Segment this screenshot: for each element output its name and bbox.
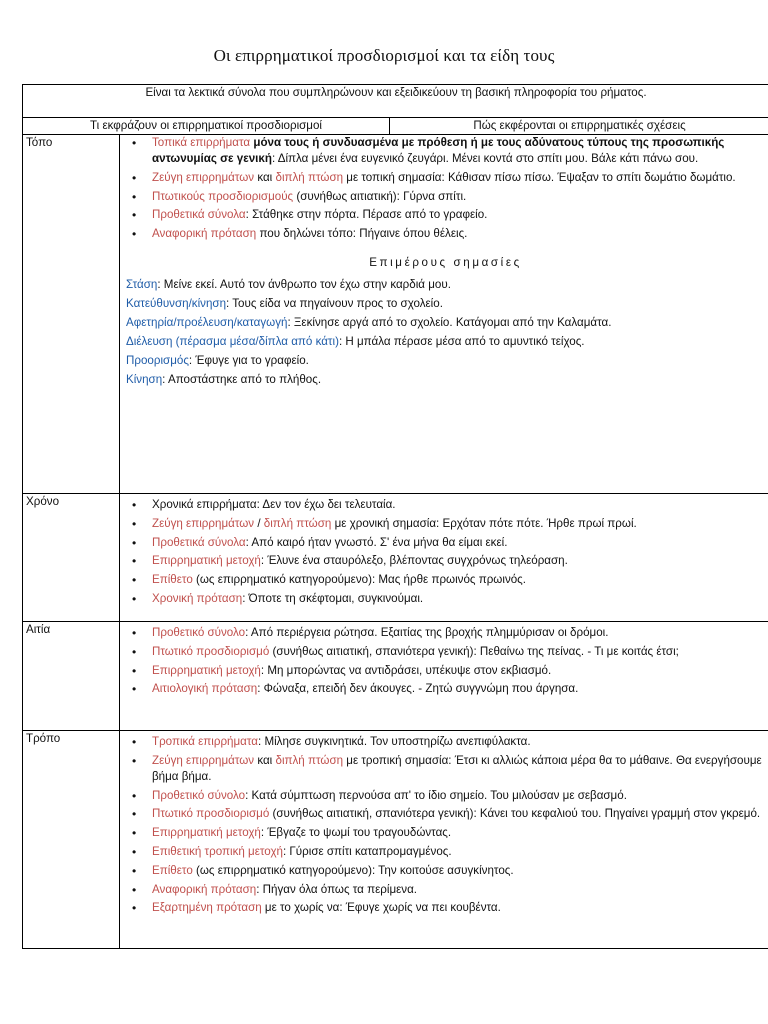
list-item	[152, 516, 765, 532]
list-item	[152, 806, 765, 822]
item-text: Χρονικά επιρρήματα: Δεν τον έχω δει τελευταία.	[152, 498, 396, 511]
list-item	[152, 734, 765, 750]
term-label: Αφετηρία/προέλευση/καταγωγή	[126, 316, 288, 330]
item-text: και	[254, 753, 276, 767]
row-aitia	[23, 622, 768, 731]
item-text: : Έβγαζε το ψωμί του τραγουδώντας.	[260, 826, 452, 840]
list-item	[152, 135, 765, 167]
item-text: : Φώναξα, επειδή δεν άκουγες. - Ζητώ συγγνώμη που άργησα.	[257, 682, 579, 696]
sub-heading: Επιμέρους σημασίες	[369, 256, 522, 270]
category-label: Αιτία	[23, 622, 120, 731]
list-item	[152, 497, 765, 513]
adverbial-table	[22, 84, 768, 949]
term-label: Ζεύγη επιρρημάτων	[152, 516, 255, 530]
term-label: Επιρρηματική μετοχή	[152, 826, 261, 840]
item-text: /	[254, 516, 264, 530]
category-label: Χρόνο	[23, 494, 120, 622]
term-label: διπλή πτώση	[263, 516, 332, 530]
row-content	[120, 731, 768, 949]
item-text: (συνήθως αιτιατική, σπανιότερα γενική): Κάνει του κεφαλιού του. Πηγαίνει γραμμή στον γκρεμό.	[269, 807, 761, 821]
term-label: Κατεύθυνση/κίνηση	[126, 297, 227, 311]
list-item	[152, 788, 765, 804]
item-text: : Μείνε εκεί. Αυτό τον άνθρωπο τον έχω στην καρδιά μου.	[157, 278, 451, 292]
sub-meanings	[126, 277, 765, 388]
term-label: Ζεύγη επιρρημάτων	[152, 753, 255, 767]
row-content	[120, 135, 768, 494]
category-label: Τόπο	[23, 135, 120, 494]
sub-meaning-item	[126, 277, 765, 293]
term-label: Επιρρηματική μετοχή	[152, 663, 261, 677]
term-label: Επίθετο	[152, 863, 193, 877]
item-text: : Έλυνε ένα σταυρόλεξο, βλέποντας συγχρόνως τηλεόραση.	[260, 554, 568, 568]
term-label: Προθετικά σύνολα	[152, 535, 246, 549]
list-item	[152, 535, 765, 551]
sub-meaning-item	[126, 372, 765, 388]
item-text: με χρονική σημασία: Ερχόταν πότε πότε. Ήρθε πρωί πρωί.	[331, 516, 637, 530]
list-item	[152, 900, 765, 916]
list-item	[152, 681, 765, 697]
intro-row	[23, 85, 768, 118]
item-text: μόνα τους ή συνδυασμένα με πρόθεση ή με τους αδύνατους τύπους της προσωπικής αντωνυμίας σε γενική	[152, 136, 725, 165]
term-label: Τροπικά επιρρήματα	[152, 735, 258, 748]
item-text: : Έφυγε για το γραφείο.	[188, 354, 309, 368]
sub-meaning-item	[126, 296, 765, 312]
item-text: (ως επιρρηματικό κατηγορούμενο): Την κοιτούσε ασυγκίνητος.	[192, 863, 514, 877]
list-item	[152, 644, 765, 660]
list-item	[152, 572, 765, 588]
item-text: : Η μπάλα πέρασε μέσα από το αμυντικό τείχος.	[338, 335, 585, 349]
item-text: : Από περιέργεια ρώτησα. Εξαιτίας της βροχής πλημμύρισαν οι δρόμοι.	[245, 626, 609, 639]
term-label: Αιτιολογική πρόταση	[152, 682, 258, 696]
item-text: : Δίπλα μένει ένα ευγενικό ζευγάρι. Μένει κοντά στο σπίτι μου. Βάλε κάτι πάνω σου.	[271, 152, 699, 165]
list-item	[152, 226, 765, 242]
term-label: Στάση	[126, 278, 158, 292]
term-label: διπλή πτώση	[275, 753, 344, 767]
row-tropos	[23, 731, 768, 949]
item-text: και	[254, 170, 276, 184]
item-text: (ως επιρρηματικό κατηγορούμενο): Μας ήρθε πρωινός πρωινός.	[192, 573, 526, 587]
term-label: Αναφορική πρόταση	[152, 227, 257, 241]
item-text: : Στάθηκε στην πόρτα. Πέρασε από το γραφείο.	[245, 208, 488, 222]
sub-meaning-item	[126, 315, 765, 331]
term-label: Επιρρηματική μετοχή	[152, 554, 261, 568]
term-label: Τοπικά επιρρήματα	[152, 136, 251, 149]
term-label: διπλή πτώση	[275, 170, 344, 184]
row-topos	[23, 135, 768, 494]
list-item	[152, 591, 765, 607]
list-item	[152, 753, 765, 785]
sub-meaning-item	[126, 334, 765, 350]
item-text: : Γύρισε σπίτι καταπρομαγμένος.	[282, 844, 452, 858]
term-label: Διέλευση (πέρασμα μέσα/δίπλα από κάτι)	[126, 335, 339, 349]
term-label: Προθετικά σύνολα	[152, 208, 246, 222]
document-title: Οι επιρρηματικοί προσδιορισμοί και τα είδη τους	[213, 46, 555, 65]
item-text: : Μίλησε συγκινητικά. Τον υποστηρίζω ανεπιφύλακτα.	[258, 735, 531, 748]
list-item	[152, 882, 765, 898]
list-item	[152, 663, 765, 679]
term-label: Επιθετική τροπική μετοχή	[152, 844, 283, 858]
bullet-list	[126, 734, 765, 916]
item-text: : Από καιρό ήταν γνωστό. Σ' ένα μήνα θα είμαι εκεί.	[245, 535, 508, 549]
list-item	[152, 844, 765, 860]
term-label: Πτωτικό προσδιορισμό	[152, 644, 270, 658]
list-item	[152, 207, 765, 223]
row-content	[120, 494, 768, 622]
bullet-list	[126, 497, 765, 607]
item-text: : Αποστάστηκε από το πλήθος.	[162, 373, 322, 387]
list-item	[152, 189, 765, 205]
item-text: : Μη μπορώντας να αντιδράσει, υπέκυψε στον εκβιασμό.	[260, 663, 552, 677]
term-label: Πτωτικό προσδιορισμό	[152, 807, 270, 821]
header-right: Πώς εκφέρονται οι επιρρηματικές σχέσεις	[390, 118, 768, 135]
list-item	[152, 825, 765, 841]
row-content	[120, 622, 768, 731]
bullet-list	[126, 625, 765, 697]
item-text: με τροπική σημασία: Έτσι κι αλλιώς κάποια μέρα θα το μάθαινε. Θα ενεργήσουμε βήμα βήμα.	[152, 753, 762, 783]
term-label: Ζεύγη επιρρημάτων	[152, 170, 255, 184]
term-label: Προθετικό σύνολο	[152, 788, 246, 802]
header-left: Τι εκφράζουν οι επιρρηματικοί προσδιορισμοί	[23, 118, 390, 135]
item-text: : Πήγαν όλα όπως τα περίμενα.	[256, 882, 418, 896]
item-text: (συνήθως αιτιατική, σπανιότερα γενική): Πεθαίνω της πείνας. - Τι με κοιτάς έτσι;	[269, 644, 679, 658]
item-text: : Όποτε τη σκέφτομαι, συγκινούμαι.	[242, 591, 424, 605]
item-text: (συνήθως αιτιατική): Γύρνα σπίτι.	[293, 189, 467, 203]
intro-text: Είναι τα λεκτικά σύνολα που συμπληρώνουν και εξειδικεύουν τη βασική πληροφορία του ρήματος.	[23, 85, 768, 118]
item-text: : Κατά σύμπτωση περνούσα απ' το ίδιο σημείο. Του μιλούσαν με σεβασμό.	[245, 788, 627, 802]
list-item	[152, 625, 765, 641]
term-label: Πτωτικούς προσδιορισμούς	[152, 189, 294, 203]
term-label: Εξαρτημένη πρόταση	[152, 901, 262, 915]
term-label: Χρονική πρόταση	[152, 591, 243, 605]
header-row	[23, 118, 768, 135]
sub-meaning-item	[126, 353, 765, 369]
item-text: : Ξεκίνησε αργά από το σχολείο. Κατάγομαι από την Καλαμάτα.	[287, 316, 612, 330]
item-text: με το χωρίς να: Έφυγε χωρίς να πει κουβέντα.	[261, 901, 501, 915]
term-label: Προορισμός	[126, 354, 189, 368]
term-label: Επίθετο	[152, 573, 193, 587]
list-item	[152, 863, 765, 879]
category-label: Τρόπο	[23, 731, 120, 949]
term-label: Αναφορική πρόταση	[152, 882, 257, 896]
list-item	[152, 170, 765, 186]
bullet-list	[126, 135, 765, 242]
item-text: που δηλώνει τόπο: Πήγαινε όπου θέλεις.	[256, 227, 468, 241]
term-label: Προθετικό σύνολο	[152, 626, 246, 639]
term-label: Κίνηση	[126, 373, 163, 387]
item-text: με τοπική σημασία: Κάθισαν πίσω πίσω. Έψαξαν το σπίτι δωμάτιο δωμάτιο.	[343, 170, 736, 184]
list-item	[152, 553, 765, 569]
item-text: : Τους είδα να πηγαίνουν προς το σχολείο.	[226, 297, 443, 311]
row-chrono	[23, 494, 768, 622]
